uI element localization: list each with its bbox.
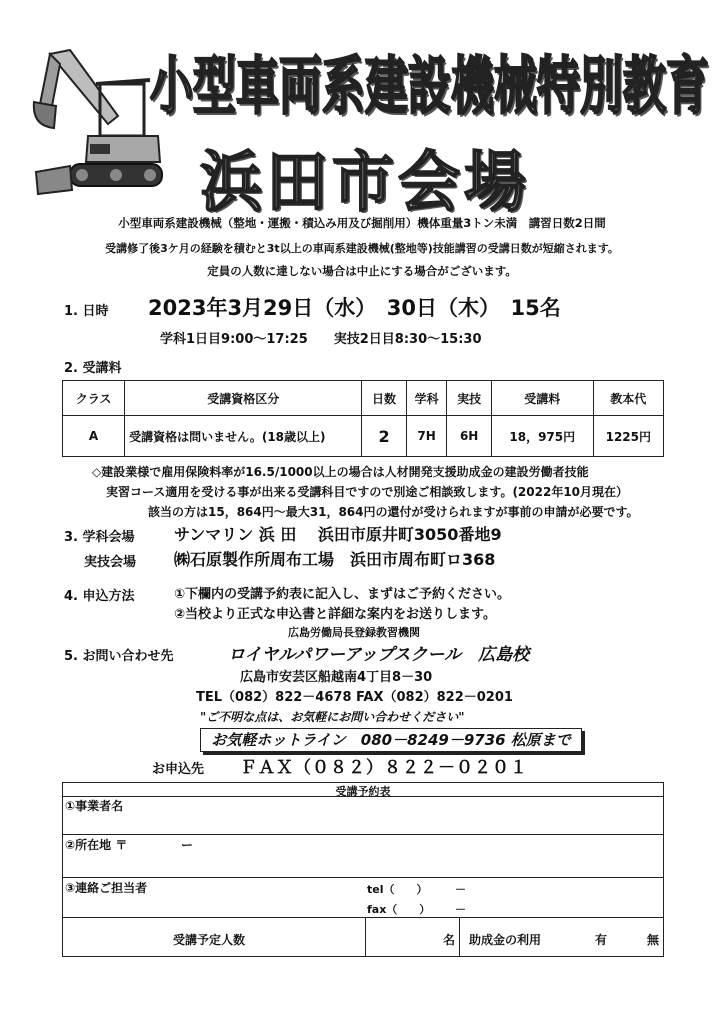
- person-label: ③連絡ご担当者: [65, 881, 148, 895]
- header-lecture: 学科: [406, 381, 447, 416]
- cell-class: A: [63, 416, 125, 457]
- cell-lecture: 7H: [406, 416, 447, 457]
- tel-field[interactable]: [473, 880, 653, 896]
- fee-note-1: ◇建設業様で雇用保険料率が16.5/1000以上の場合は人材開発支援助成金の建設労働者技能: [92, 465, 589, 479]
- fee-table-row: [63, 416, 664, 457]
- fax-label: お申込先: [152, 762, 205, 777]
- fax-number: ＦＡＸ（０８２）８２２－０２０１: [240, 758, 528, 778]
- fee-table: [62, 380, 664, 457]
- school-address: 広島市安芸区船越南4丁目8－30: [240, 670, 433, 685]
- header-class: クラス: [63, 381, 125, 416]
- header-fee: 受講料: [491, 381, 593, 416]
- apply-label: 4. 申込方法: [64, 589, 135, 604]
- cell-qualification: 受講資格は問いません。(18歳以上): [125, 416, 362, 457]
- contact-label: 5. お問い合わせ先: [64, 649, 174, 664]
- form-title: 受講予約表: [335, 785, 391, 798]
- fax-field[interactable]: [473, 900, 653, 916]
- fee-table-header-row: [63, 381, 664, 416]
- fee-label: 2. 受講料: [64, 361, 122, 376]
- intro-line-1: 小型車両系建設機械（整地・運搬・積込み用及び掘削用）機体重量3トン未満 講習日数2日間: [118, 216, 606, 230]
- tel-fax: TEL（082）822－4678 FAX（082）822－0201: [196, 690, 513, 705]
- intro-line-2: 受講修了後3ケ月の経験を積むと3t以上の車両系建設機械(整地等)技能講習の受講日数が短縮されます。: [105, 242, 619, 255]
- hotline-box: お気軽ホットライン 080－8249－9736 松原まで: [200, 728, 582, 752]
- schedule-date: 2023年3月29日（水） 30日（木） 15名: [148, 296, 561, 320]
- company-label: ①事業者名: [65, 799, 124, 813]
- count-unit: 名: [443, 933, 456, 947]
- schedule-label: 1. 日時: [64, 304, 109, 319]
- title-line-1: 小型車両系建設機械特別教育: [150, 51, 709, 124]
- practical-venue-label: 実技会場: [84, 555, 137, 570]
- subsidy-label: 助成金の利用: [469, 933, 542, 947]
- apply-step-2: ②当校より正式な申込書と詳細な案内をお送りします。: [174, 607, 496, 622]
- address-dash: ー: [181, 838, 194, 852]
- registry-text: 広島労働局長登録教習機関: [288, 626, 420, 639]
- address-field[interactable]: [203, 837, 653, 873]
- address-label: ②所在地 〒: [65, 838, 128, 852]
- tel-label: tel（ ）: [367, 883, 428, 896]
- count-label: 受講予定人数: [173, 933, 246, 947]
- header-practical: 実技: [447, 381, 492, 416]
- subsidy-yes-option[interactable]: 有: [595, 933, 608, 947]
- cell-fee: 18，975円: [491, 416, 593, 457]
- lecture-venue: サンマリン 浜 田 浜田市原井町3050番地9: [174, 525, 502, 544]
- reservation-form: [62, 782, 664, 957]
- person-field[interactable]: [173, 881, 363, 915]
- subsidy-no-option[interactable]: 無: [647, 933, 660, 947]
- cell-textbook: 1225円: [593, 416, 663, 457]
- fax-dash: －: [455, 903, 466, 916]
- tel-dash: －: [455, 883, 466, 896]
- intro-line-3: 定員の人数に達しない場合は中止にする場合がございます。: [207, 264, 517, 278]
- excavator-illustration: [30, 44, 165, 202]
- fee-note-2: 実習コース適用を受ける事が出来る受講科目ですので別途ご相談致します。(2022年10月現在）: [106, 485, 629, 499]
- count-field[interactable]: [369, 921, 439, 953]
- title-line-2: 浜田市会場: [200, 143, 531, 221]
- cell-days: 2: [362, 416, 406, 457]
- venue-label: 3. 学科会場: [64, 530, 135, 545]
- contact-note: "ご不明な点は、お気軽にお問い合わせください": [200, 710, 465, 724]
- cell-practical: 6H: [447, 416, 492, 457]
- header-qualification: 受講資格区分: [125, 381, 362, 416]
- schedule-times: 学科1日目9:00～17:25 実技2日目8:30～15:30: [160, 332, 482, 347]
- header-days: 日数: [362, 381, 406, 416]
- fee-note-3: 該当の方は15，864円～最大31，864円の還付が受けられますが事前の申請が必要です。: [148, 505, 639, 519]
- apply-step-1: ①下欄内の受講予約表に記入し、まずはご予約ください。: [174, 587, 511, 602]
- header-textbook: 教本代: [593, 381, 663, 416]
- fax-form-label: fax（ ）: [367, 903, 431, 916]
- school-name: ロイヤルパワーアップスクール 広島校: [228, 645, 530, 665]
- practical-venue: ㈱石原製作所周布工場 浜田市周布町ロ368: [174, 550, 496, 569]
- company-field[interactable]: [173, 801, 653, 831]
